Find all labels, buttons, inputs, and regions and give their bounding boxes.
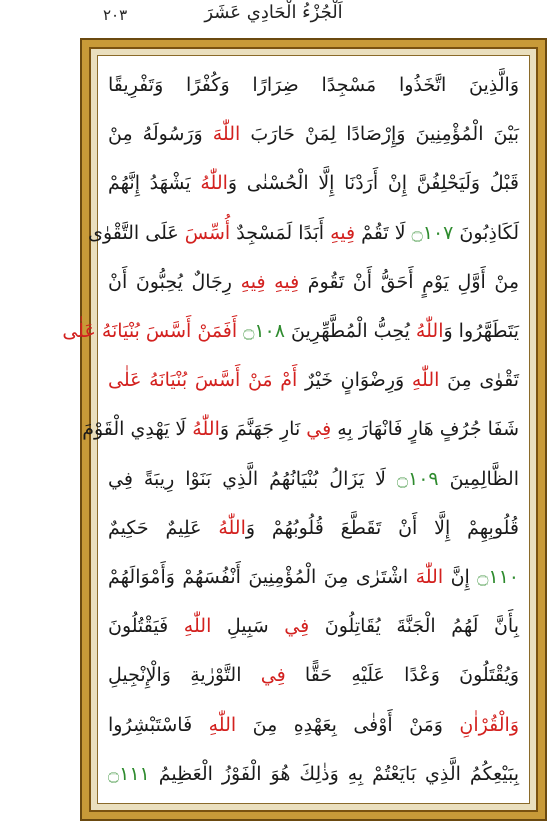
- divine-name-text: فِيهِ: [330, 221, 356, 244]
- text-line: [108, 562, 519, 592]
- text-line: [108, 365, 519, 395]
- quran-text: [62, 70, 520, 789]
- divine-name-text: اللّٰهُ: [218, 516, 246, 539]
- verse-text: تَقْوٰى مِنَ: [439, 369, 519, 392]
- divine-name-text: فِي: [306, 418, 332, 441]
- verse-text: نَارِ جَهَنَّمَ وَ: [219, 418, 307, 441]
- verse-text: يُحِبُّ الْمُطَّهِّرِينَ: [284, 320, 416, 343]
- text-line: [108, 710, 519, 740]
- verse-text: وَيُقْتَلُونَ وَعْدًا عَلَيْهِ حَقًّا: [285, 664, 520, 687]
- verse-text: قَبْلُ وَلَيَحْلِفُنَّ إِنْ أَرَدْنَا إِلَّا الْحُسْنٰى وَ: [227, 172, 519, 195]
- divine-name-text: أَمْ مَنْ أَسَّسَ بُنْيَانَهُ عَلٰى: [108, 369, 298, 392]
- verse-text: وَرِضْوَانٍ خَيْرٌ: [297, 369, 412, 392]
- text-line: [108, 513, 519, 543]
- juz-title: اَلْجُزْءُ الْحَادِي عَشَرَ: [204, 2, 343, 23]
- verse-end-marker: ۝١٠٩: [396, 467, 439, 490]
- text-line: [108, 119, 519, 149]
- text-line: [108, 70, 519, 100]
- verse-end-marker: ۝١٠٧: [411, 221, 454, 244]
- divine-name-text: اللّٰهَ: [212, 123, 241, 146]
- verse-text: عَلَى التَّقْوٰى: [88, 221, 185, 244]
- divine-name-text: أُسِّسَ: [184, 221, 231, 244]
- text-line: [82, 414, 519, 444]
- verse-text: بِبَيْعِكُمُ الَّذِي بَايَعْتُمْ بِهِ وَذٰلِكَ هُوَ الْفَوْزُ الْعَظِيمُ: [149, 762, 519, 785]
- verse-end-marker: ۝١١١: [108, 762, 150, 785]
- divine-name-text: فِيهِ فِيهِ: [240, 270, 300, 293]
- verse-text: شَفَا جُرُفٍ هَارٍ فَانْهَارَ بِهِ: [331, 418, 519, 441]
- verse-text: وَمَنْ أَوْفٰى بِعَهْدِهِ مِنَ: [236, 713, 460, 736]
- verse-text: بِأَنَّ لَهُمُ الْجَنَّةَ يُقَاتِلُونَ: [309, 615, 520, 638]
- verse-text: قُلُوبِهِمْ إِلَّا أَنْ تَقَطَّعَ قُلُوبُهُمْ وَ: [245, 516, 520, 539]
- divine-name-text: اللّٰهُ: [415, 320, 444, 343]
- text-line: [108, 660, 519, 690]
- verse-text: سَبِيلِ: [211, 615, 285, 638]
- page-number: ٢٠٣: [103, 6, 128, 24]
- verse-end-marker: ۝١١٠: [477, 566, 519, 589]
- text-line: [108, 759, 519, 789]
- verse-text: لَا يَهْدِي الْقَوْمَ: [82, 418, 193, 441]
- verse-text: يَشْهَدُ إِنَّهُمْ: [108, 172, 201, 195]
- verse-text: التَّوْرٰيةِ وَالْإِنْجِيلِ: [108, 664, 261, 687]
- text-line: [88, 218, 519, 248]
- text-line: [108, 464, 519, 494]
- divine-name-text: اللّٰهِ: [411, 369, 440, 392]
- divine-name-text: فِي: [260, 664, 286, 687]
- divine-name-text: أَفَمَنْ أَسَّسَ بُنْيَانَهُ عَلٰى: [62, 320, 244, 343]
- verse-text: يَتَطَهَّرُوا وَ: [443, 320, 519, 343]
- verse-text: أَبَدًا لَمَسْجِدٌ: [230, 221, 331, 244]
- verse-end-marker: ۝١٠٨: [243, 320, 285, 343]
- verse-text: وَرَسُولَهُ مِنْ: [108, 123, 213, 146]
- divine-name-text: اللّٰهَ: [415, 566, 444, 589]
- verse-text: بَيْنَ الْمُؤْمِنِينَ وَإِرْصَادًا لِمَنْ حَارَبَ: [240, 123, 519, 146]
- verse-text: وَالَّذِينَ اتَّخَذُوا مَسْجِدًا ضِرَارًا وَكُفْرًا وَتَفْرِيقًا: [108, 74, 519, 96]
- verse-text: إِنَّ: [443, 566, 478, 589]
- text-line: [62, 316, 519, 346]
- verse-text: لَكَاذِبُونَ: [453, 221, 519, 244]
- divine-name-text: اللّٰهُ: [192, 418, 220, 441]
- divine-name-text: اللّٰهِ: [208, 713, 237, 736]
- divine-name-text: اللّٰهِ: [183, 615, 212, 638]
- text-panel: [62, 55, 530, 804]
- divine-name-text: وَالْقُرْاٰنِ: [459, 713, 519, 736]
- text-line: [108, 611, 519, 641]
- verse-text: رِجَالٌ يُحِبُّونَ أَنْ: [108, 270, 241, 293]
- verse-text: الظَّالِمِينَ: [438, 467, 519, 490]
- frame-inner-border: [62, 47, 538, 812]
- verse-text: اشْتَرٰى مِنَ الْمُؤْمِنِينَ أَنْفُسَهُمْ وَأَمْوَالَهُمْ: [108, 566, 416, 589]
- verse-text: فَاسْتَبْشِرُوا: [108, 713, 209, 736]
- verse-text: لَا تَقُمْ: [355, 221, 412, 244]
- verse-text: عَلِيمٌ حَكِيمٌ: [108, 516, 219, 539]
- verse-text: لَا يَزَالُ بُنْيَانُهُمُ الَّذِي بَنَوْا رِيبَةً فِي: [108, 467, 397, 490]
- verse-text: فَيَقْتُلُونَ: [108, 615, 184, 638]
- text-line: [108, 267, 519, 297]
- divine-name-text: فِي: [284, 615, 310, 638]
- verse-text: مِنْ أَوَّلِ يَوْمٍ أَحَقُّ أَنْ تَقُومَ: [299, 270, 520, 293]
- page-frame: [62, 38, 547, 821]
- text-line: [108, 168, 519, 198]
- divine-name-text: اللّٰهُ: [200, 172, 228, 195]
